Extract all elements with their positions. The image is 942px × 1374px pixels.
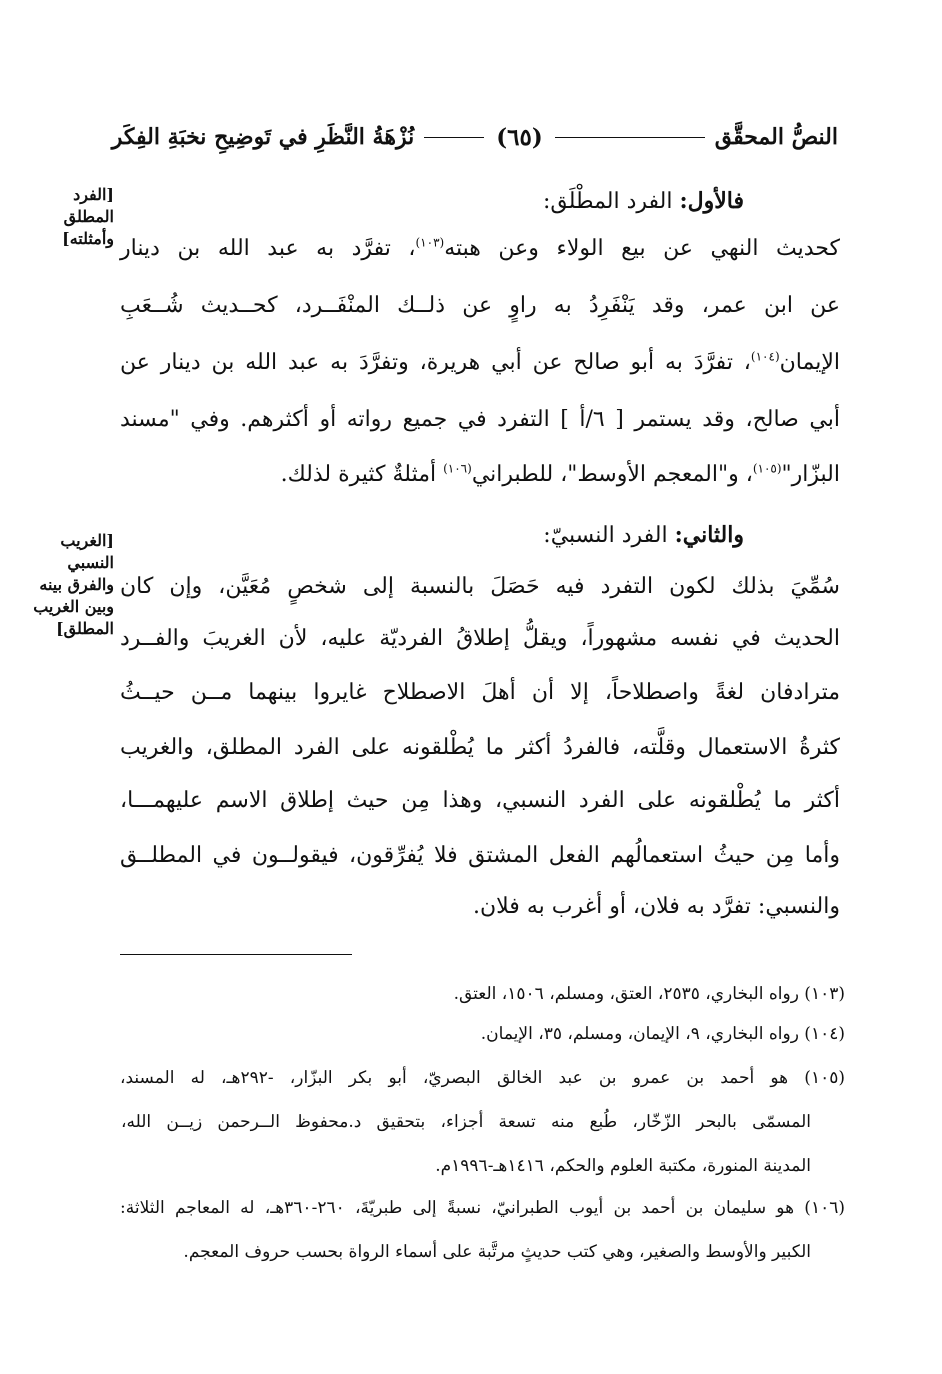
heading-text: الفرد النسبيّ:: [543, 523, 675, 548]
text-line: مترادفان لغةً واصطلاحاً، إلا أن أهلَ الاصطلاح غايروا بينهما مــن حيــثُ: [120, 680, 840, 705]
text-run: كحديث النهي عن بيع الولاء وعن هبته: [444, 236, 840, 261]
footnote-103: (١٠٣) رواه البخاري، ٢٥٣٥، العتق، ومسلم، ١٥٠٦، العتق.: [453, 984, 845, 1004]
footnote-ref: (١٠٦): [443, 461, 472, 476]
text-run: أمثلةٌ كثيرة لذلك.: [280, 462, 444, 487]
margin-note-line: المطلق]: [56, 619, 114, 638]
text-line: وأما مِن حيثُ استعمالُهم الفعل المشتق فلا يُفرِّقون، فيقولــون في المطلــق: [120, 843, 840, 868]
text-run: الإيمان: [779, 350, 840, 375]
text-run: البزّار": [781, 462, 840, 487]
footnote-105-line: المسمّى بالبحر الزّخّار، طُبع منه تسعة أجزاء، بتحقيق د.محفوظ الــرحمن زيــن الله،: [121, 1112, 811, 1132]
text-line: الحديث في نفسه مشهوراً، ويقلُّ إطلاقُ الفرديّة عليه، لأن الغريبَ والفــرد: [120, 626, 840, 651]
margin-note-line: وأمثلته]: [62, 229, 114, 248]
margin-note-absolute-singular: [8, 184, 114, 250]
heading-label: والثاني:: [674, 522, 744, 548]
footnote-106: (١٠٦) هو سليمان بن أحمد بن أيوب الطبرانيّ، نسبةً إلى طبريّةَ، ٢٦٠-٣٦٠هـ، له المعاجم الثلاثة:: [120, 1198, 845, 1218]
header-rule-left: [424, 137, 484, 138]
text-run: ، تفرَّدَ به أبو صالح عن أبي هريرة، وتفرَّدَ به عبد الله بن دينار عن: [120, 350, 751, 375]
footnote-ref: (١٠٥): [752, 461, 782, 476]
text-line: [120, 407, 840, 432]
footnote-105: (١٠٥) هو أحمد بن عمرو بن عبد الخالق البصريّ، أبو بكر البزّار، -٢٩٢هـ، له المسند،: [120, 1068, 845, 1088]
text-line: أكثر ما يُطْلقونه على الفرد النسبي، وهذا مِن حيث إطلاق الاسم عليهمـــا،: [120, 788, 840, 813]
text-line: [120, 462, 840, 487]
text-line: [120, 293, 840, 318]
text-line: [120, 350, 840, 375]
text-line: كثرةُ الاستعمال وقلَّته، فالفردُ أكثر ما يُطْلقونه على الفرد المطلق، والغريب: [120, 735, 840, 760]
margin-note-line: النسبي: [67, 553, 114, 572]
heading-label: فالأول:: [679, 188, 744, 214]
margin-note-line: المطلق: [63, 207, 114, 226]
margin-note-line: [الغريب: [60, 531, 114, 550]
footnote-ref: (١٠٣): [415, 235, 445, 250]
section-heading-first: [543, 188, 744, 214]
footnote-separator: [120, 954, 352, 955]
margin-note-line: وبين الغريب: [33, 597, 114, 616]
margin-note-line: والفرق بينه: [39, 575, 114, 594]
header-book-title: نُزْهَةُ النَّظَرِ في تَوضِيحِ نخبَةِ الفِكَر: [111, 124, 415, 150]
running-header: [111, 112, 838, 162]
footnote-ref: (١٠٤): [750, 349, 780, 364]
text-line: والنسبي: تفرَّد به فلان، أو أغرب به فلان.: [473, 894, 840, 919]
footnote-104: (١٠٤) رواه البخاري، ٩، الإيمان، ومسلم، ٣٥، الإيمان.: [480, 1024, 845, 1044]
text-run: ، و"المعجم الأوسط"، للطبراني: [471, 462, 753, 487]
text-line: [120, 236, 840, 261]
page-number: (٦٥): [496, 123, 543, 151]
section-heading-second: [543, 522, 744, 548]
margin-note-relative-singular: [8, 530, 114, 640]
text-run: أبي صالح، وقد يستمر [ ٦/أ ] التفرد في جميع رواته أو أكثرهم. وفي "مسند: [120, 407, 840, 432]
footnote-105-line: المدينة المنورة، مكتبة العلوم والحكم، ١٤١٦هـ-١٩٩٦م.: [435, 1156, 811, 1176]
text-line: سُمِّيَ بذلك لكون التفرد فيه حَصَلَ بالنسبة إلى شخصٍ مُعَيَّن، وإن كان: [120, 574, 840, 599]
footnote-106-line: الكبير والأوسط والصغير، وهي كتب حديثٍ مرتَّبة على أسماء الرواة بحسب حروف المعجم.: [183, 1242, 811, 1262]
header-section-title: النصُّ المحقَّق: [714, 124, 838, 150]
header-rule-right: [555, 137, 705, 138]
text-run: ، تفرَّد به عبد الله بن دينار: [120, 236, 416, 261]
heading-text: الفرد المطْلَق:: [543, 189, 680, 214]
text-run: عن ابن عمر، وقد يَنْفَرِدُ به راوٍ عن ذلــك المنْفَــرد، كحــديث شُــعَبِ: [120, 293, 840, 318]
margin-note-line: [الفرد: [73, 185, 114, 204]
